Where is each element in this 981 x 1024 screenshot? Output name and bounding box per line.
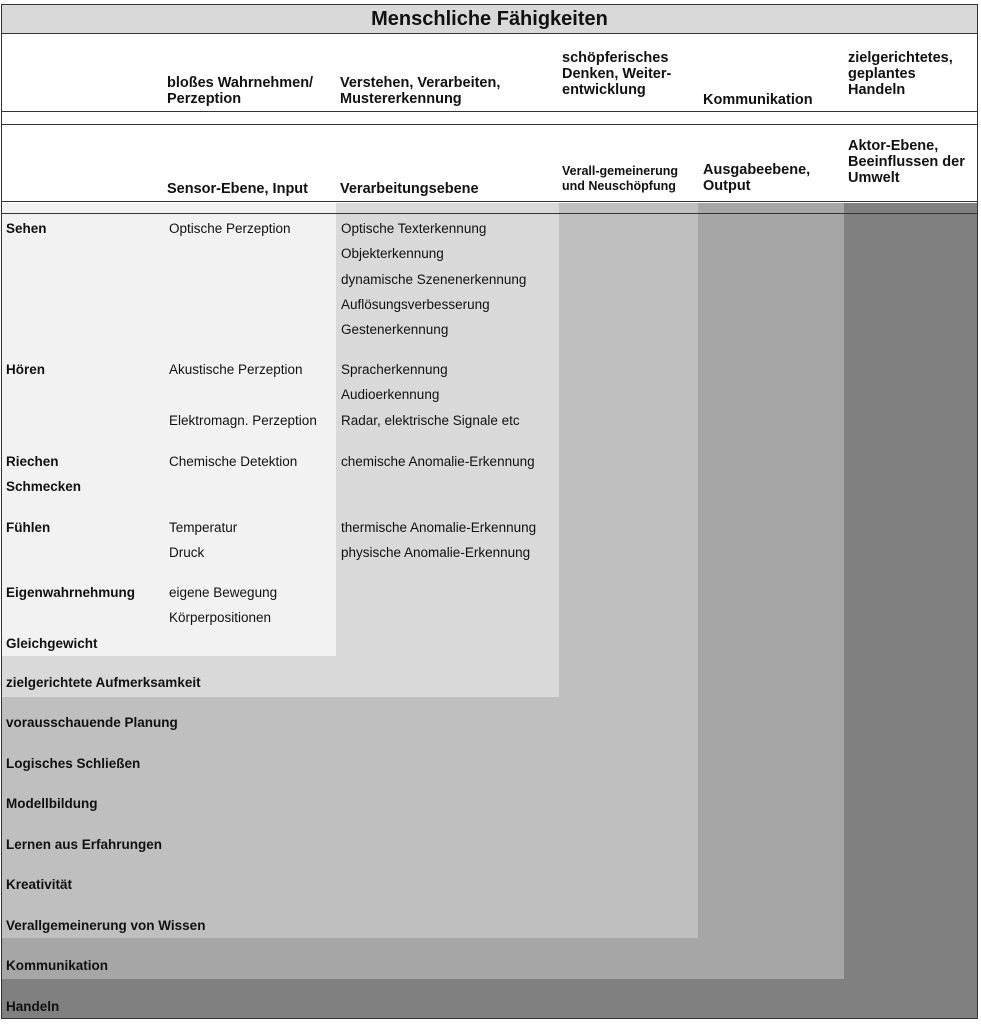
perception-touch: Temperatur Druck bbox=[169, 520, 238, 561]
header1-creative-thinking: schöpferisches Denken, Weiter-entwicklung bbox=[562, 50, 672, 98]
processing-touch: thermische Anomalie-Erkennung physische Anomalie-Erkennung bbox=[341, 520, 537, 561]
label-attention: zielgerichtete Aufmerksamkeit bbox=[6, 675, 201, 690]
label-logic: Logisches Schließen bbox=[6, 756, 141, 771]
header1-perception: bloßes Wahrnehmen/ Perzeption bbox=[167, 75, 314, 107]
row-label-touch: Fühlen bbox=[6, 520, 51, 535]
label-generalization: Verallgemeinerung von Wissen bbox=[6, 918, 206, 933]
label-modeling: Modellbildung bbox=[6, 796, 98, 811]
row-label-proprioception: Eigenwahrnehmung Gleichgewicht bbox=[6, 585, 136, 651]
divider bbox=[2, 124, 977, 125]
row-label-hearing: Hören bbox=[6, 362, 46, 377]
header1-processing: Verstehen, Verarbeiten, Mustererkennung bbox=[340, 75, 501, 107]
header2-output-level: Ausgabeebene, Output bbox=[703, 162, 811, 194]
label-communication: Kommunikation bbox=[6, 958, 109, 973]
row-label-smell-taste: Riechen Schmecken bbox=[6, 454, 82, 495]
header2-actor-level: Aktor-Ebene, Beeinflussen der Umwelt bbox=[848, 138, 965, 186]
perception-seeing: Optische Perzeption bbox=[169, 221, 291, 236]
header1-action: zielgerichtetes, geplantes Handeln bbox=[848, 50, 953, 98]
processing-hearing: Spracherkennung Audioerkennung Radar, elektrische Signale etc bbox=[341, 362, 520, 428]
label-planning: vorausschauende Planung bbox=[6, 715, 178, 730]
table-title: Menschliche Fähigkeiten bbox=[2, 5, 977, 34]
header1-communication: Kommunikation bbox=[703, 92, 813, 108]
abilities-table bbox=[1, 4, 978, 1019]
label-learning: Lernen aus Erfahrungen bbox=[6, 837, 163, 852]
header2-sensor-level: Sensor-Ebene, Input bbox=[167, 181, 308, 197]
divider bbox=[2, 111, 977, 112]
label-action: Handeln bbox=[6, 999, 60, 1014]
divider bbox=[2, 213, 977, 214]
header2-generalization: Verall-gemeinerung und Neuschöpfung bbox=[562, 164, 679, 193]
label-creativity: Kreativität bbox=[6, 877, 73, 892]
perception-smell-taste: Chemische Detektion bbox=[169, 454, 298, 469]
divider bbox=[2, 201, 977, 202]
perception-proprioception: eigene Bewegung Körperpositionen bbox=[169, 585, 278, 626]
processing-smell-taste: chemische Anomalie-Erkennung bbox=[341, 454, 535, 469]
processing-seeing: Optische Texterkennung Objekterkennung dynamische Szenenerkennung Auflösungsverbesserung Gestenerkennung bbox=[341, 221, 527, 338]
header2-processing-level: Verarbeitungsebene bbox=[340, 181, 479, 197]
perception-hearing: Akustische Perzeption Elektromagn. Perzeption bbox=[169, 362, 317, 428]
row-label-seeing: Sehen bbox=[6, 221, 47, 236]
